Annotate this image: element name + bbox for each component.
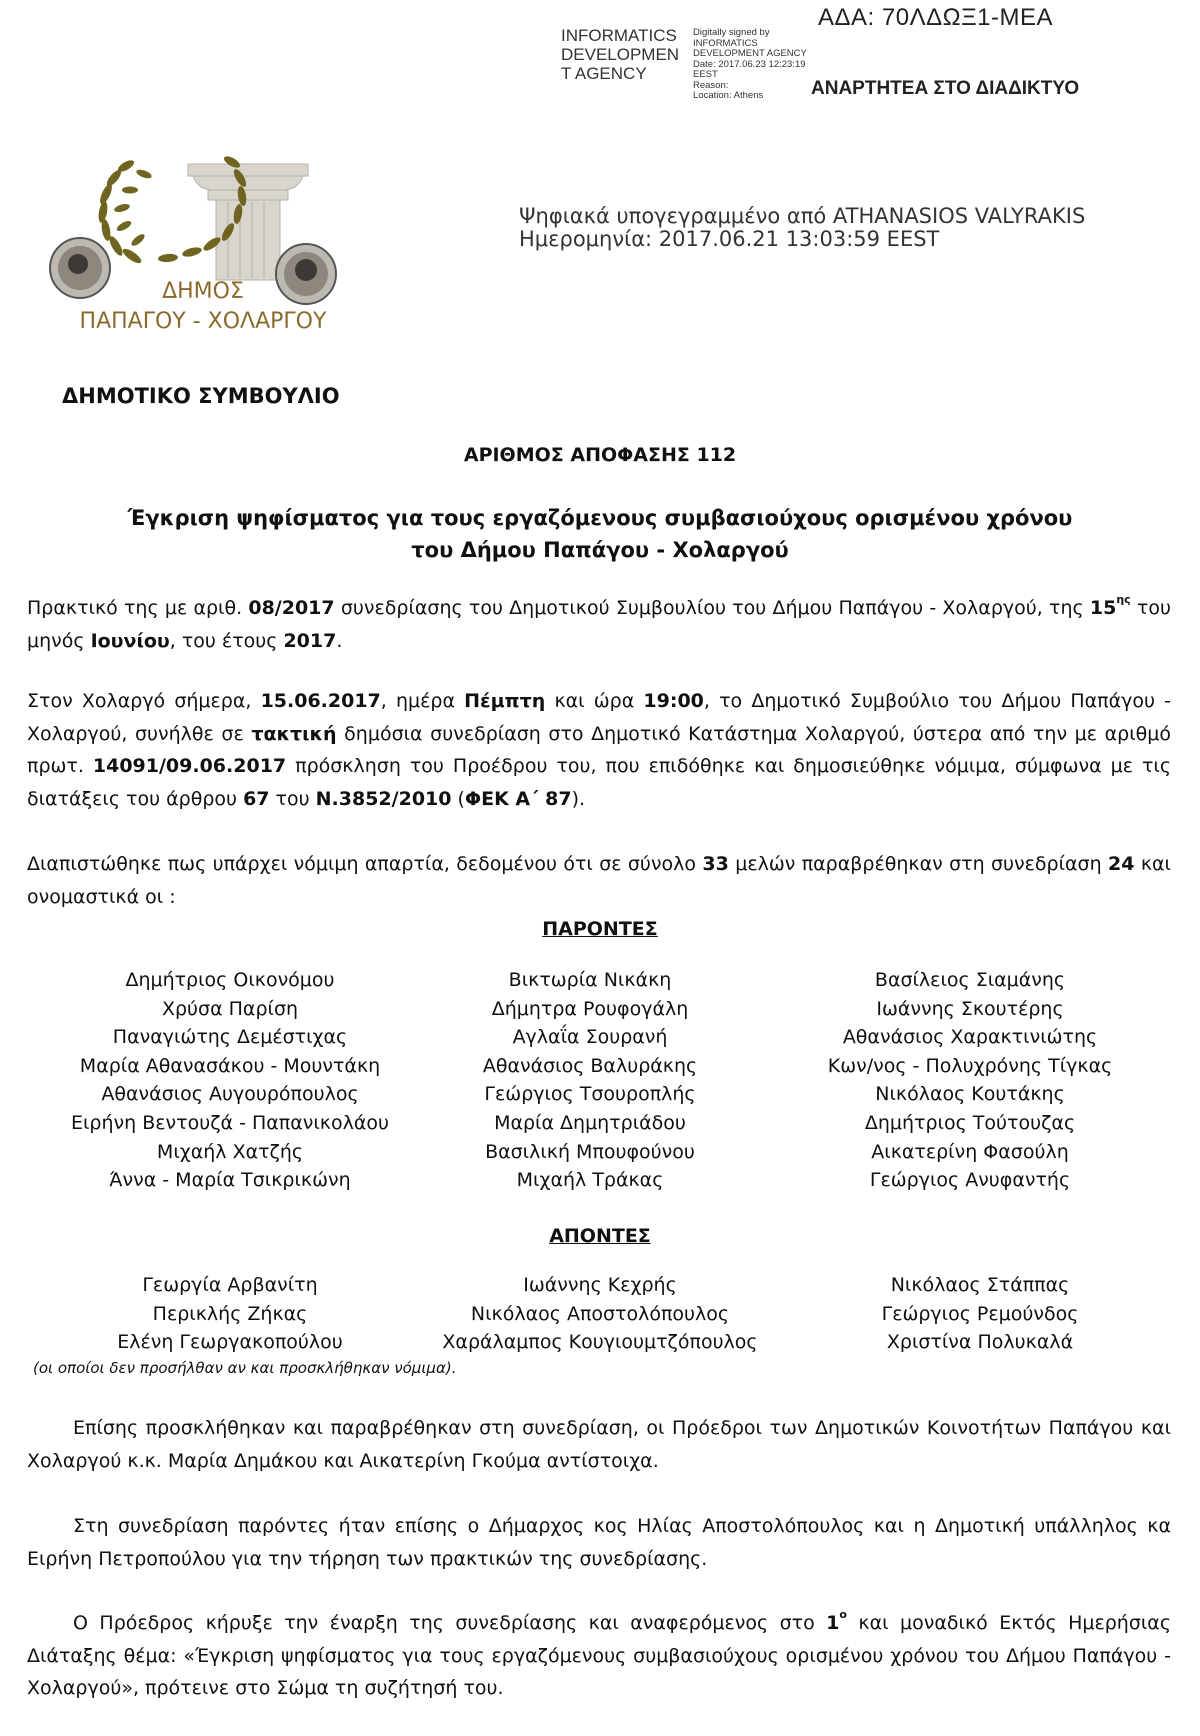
member-name: Δημήτριος Τούτουζας [864,1111,1076,1134]
mayor-paragraph: Στη συνεδρίαση παρόντες ήταν επίσης ο Δήμαρχος κος Ηλίας Αποστολόπουλος και η Δημοτική υπάλληλος κα Ειρήνη Πετροπούλου για την τήρηση των πρακτικών της συνεδρίασης. [27,1515,1171,1570]
member-name: Κων/νος - Πολυχρόνης Τίγκας [827,1054,1113,1077]
member-name: Χρύσα Παρίση [161,997,299,1020]
member-name: Νικόλαος Κουτάκης [875,1083,1065,1106]
signature-line: Location: Athens [693,90,764,101]
session-day: 15 [1089,597,1117,619]
signature-line: DEVELOPMENT AGENCY [693,48,807,59]
protocol-number: 14091/09.06.2017 [92,755,287,777]
signature-line: Reason: [693,79,729,91]
signature-line: Digitally signed by [693,27,770,38]
municipality-logo [48,156,382,356]
ordinal-suffix: ης [1116,593,1131,606]
member-name: Ελένη Γεωργακοπούλου [117,1331,343,1354]
member-name: Βικτωρία Νικάκη [508,969,672,991]
present-column [410,966,770,1195]
member-name: Χριστίνα Πολυκαλά [886,1331,1074,1354]
member-name: Αθανάσιος Χαρακτινιώτης [842,1026,1098,1049]
member-name: Ιωάννης Σκουτέρης [876,997,1064,1020]
opening-paragraph [27,1607,1171,1705]
member-name: Γεώργιος Τσουροπλής [484,1083,696,1106]
text: μελών παραβρέθηκαν στη συνεδρίαση [728,853,1109,875]
meeting-weekday: Πέμπτη [464,690,546,712]
session-month: Ιουνίου [90,629,170,652]
digital-signature-details [693,28,807,102]
absent-column [30,1271,430,1357]
member-name: Γεωργία Αρβανίτη [142,1274,318,1296]
gazette-ref: ΦΕΚ Α΄ 87 [464,787,572,810]
member-name: Δημήτριος Οικονόμου [125,969,335,991]
text: ( [451,787,465,810]
ada-code: ΑΔΑ: 70ΛΔΩΞ1-ΜΕΑ [818,4,1054,31]
text: του μηνός [27,597,1171,652]
logo-line-2: ΠΑΠΑΓΟΥ - ΧΟΛΑΡΓΟΥ [79,309,327,334]
text: , ημέρα [380,690,465,712]
logo-line-1: ΔΗΜΟΣ [162,279,244,304]
text: , το Δημοτικό Συμβούλιο του Δήμου Παπάγου - Χολαργού, συνήλθε σε [27,690,1172,745]
member-name: Βασίλειος Σιαμάνης [874,969,1066,991]
member-name: Παναγιώτης Δεμέστιχας [112,1026,348,1049]
member-name: Δήμητρα Ρουφογάλη [491,997,689,1020]
signature-line: Date: 2017.06.23 12:23:19 [693,58,806,70]
member-name: Αγλαΐα Σουρανή [512,1026,668,1049]
text: Ο Πρόεδρος κήρυξε την έναρξη της συνεδρίασης και αναφερόμενος στο [73,1612,827,1634]
session-year: 2017 [283,629,337,652]
quorum-paragraph [27,848,1171,913]
decision-number: ΑΡΙΘΜΟΣ ΑΠΟΦΑΣΗΣ 112 [463,444,737,466]
meeting-date: 15.06.2017 [260,690,381,712]
member-name: Νικόλαος Αποστολόπουλος [470,1302,730,1325]
ordinal-suffix: ο [839,1608,847,1621]
member-name: Περικλής Ζήκας [152,1302,308,1325]
text: Διαπιστώθηκε πως υπάρχει νόμιμη απαρτία, δεδομένου ότι σε σύνολο [27,853,703,875]
signed-date-line: Ημερομηνία: 2017.06.21 13:03:59 EEST [519,227,940,251]
member-name: Ειρήνη Βεντουζά - Παπανικολάου [70,1111,390,1134]
absent-note: (οι οποίοι δεν προσήλθαν αν και προσκλήθηκαν νόμιμα). [33,1359,457,1377]
text: , του έτους [169,629,284,652]
member-name: Μαρία Δημητριάδου [494,1111,686,1134]
signature-stamp [519,205,1085,251]
logo-emblem-icon [48,156,382,356]
text: του [269,787,316,810]
text: συνεδρίασης του Δημοτικού Συμβουλίου του Δήμου Παπάγου - Χολαργού, της [334,597,1090,619]
member-name: Γεώργιος Ρεμούνδος [881,1302,1079,1325]
absent-column [410,1271,790,1357]
member-name: Μιχαήλ Χατζής [156,1140,304,1163]
member-name: Άννα - Μαρία Τσικρικώνη [109,1169,351,1192]
law-number: Ν.3852/2010 [315,787,452,810]
total-members: 33 [702,853,729,875]
member-name: Μιχαήλ Τράκας [516,1169,664,1192]
meeting-kind: τακτική [251,722,337,745]
member-name: Βασιλική Μπουφούνου [485,1140,695,1163]
text: Στον Χολαργό σήμερα, [27,690,261,712]
present-heading: ΠΑΡΟΝΤΕΣ [542,918,658,940]
text: ). [571,787,586,810]
subject-line: Έγκριση ψηφίσματος για τους εργαζόμενους συμβασιούχους ορισμένου χρόνου [127,506,1073,530]
member-name: Χαράλαμπος Κουγιουμτζόπουλος [442,1331,758,1354]
agency-line: INFORMATICS [561,26,677,45]
member-name: Αθανάσιος Βαλυράκης [482,1054,698,1077]
session-number: 08/2017 [248,597,335,619]
present-column [780,966,1160,1195]
agency-line: DEVELOPMEN [561,45,680,64]
meeting-time: 19:00 [643,690,704,712]
post-online-label: ΑΝΑΡΤΗΤΕΑ ΣΤΟ ΔΙΑΔΙΚΤΥΟ [811,78,1080,99]
text: και ώρα [545,690,644,712]
text: Πρακτικό της με αριθ. [27,597,249,619]
text: πρόσκληση του Προέδρου του, που επιδόθηκε και δημοσιεύθηκε νόμιμα, σύμφωνα με τις διατάξεις του άρθρου [27,755,1171,810]
member-name: Ιωάννης Κεχρής [523,1274,677,1296]
text: και μοναδικό Εκτός Ημερήσιας Διάταξης θέμα: «Έγκριση ψηφίσματος για τους εργαζόμενους συμβασιούχους ορισμένου χρόνου του Δήμου Παπάγου - Χολαργού», πρότεινε στο Σώμα τη συζήτησή του. [27,1612,1171,1699]
signature-line: EEST [693,69,718,80]
decision-subject [80,502,1120,566]
text: και ονομαστικά οι : [27,853,1171,908]
absent-column [800,1271,1160,1357]
member-name: Αθανάσιος Αυγουρόπουλος [101,1083,359,1106]
text: δημόσια συνεδρίαση στο Δημοτικό Κατάστημα Χολαργού, ύστερα από την με αριθμό πρωτ. [27,722,1171,777]
signature-line: INFORMATICS [693,37,758,49]
item-number: 1 [826,1612,840,1634]
member-name: Νικόλαος Στάππας [890,1274,1070,1296]
article-number: 67 [243,787,270,810]
text: . [336,629,343,652]
present-count: 24 [1108,853,1135,875]
agency-line: T AGENCY [561,64,647,83]
member-name: Γεώργιος Ανυφαντής [869,1169,1071,1192]
presidents-paragraph: Επίσης προσκλήθηκαν και παραβρέθηκαν στη συνεδρίαση, οι Πρόεδροι των Δημοτικών Κοινοτήτων Παπάγου και Χολαργού κ.κ. Μαρία Δημάκου και Αικατερίνη Γκούμα αντίστοιχα. [27,1417,1171,1472]
member-name: Αικατερίνη Φασούλη [871,1140,1069,1163]
member-name: Μαρία Αθανασάκου - Μουντάκη [79,1054,381,1077]
meeting-paragraph [27,685,1171,815]
subject-line: του Δήμου Παπάγου - Χολαργού [411,538,789,562]
minutes-paragraph [27,592,1171,657]
present-column [30,966,430,1195]
signed-by-line: Ψηφιακά υπογεγραμμένο από ATHANASIOS VALYRAKIS [519,204,1086,228]
signing-agency [561,26,679,83]
absent-heading: ΑΠΟΝΤΕΣ [549,1225,651,1247]
council-title: ΔΗΜΟΤΙΚΟ ΣΥΜΒΟΥΛΙΟ [62,384,340,408]
